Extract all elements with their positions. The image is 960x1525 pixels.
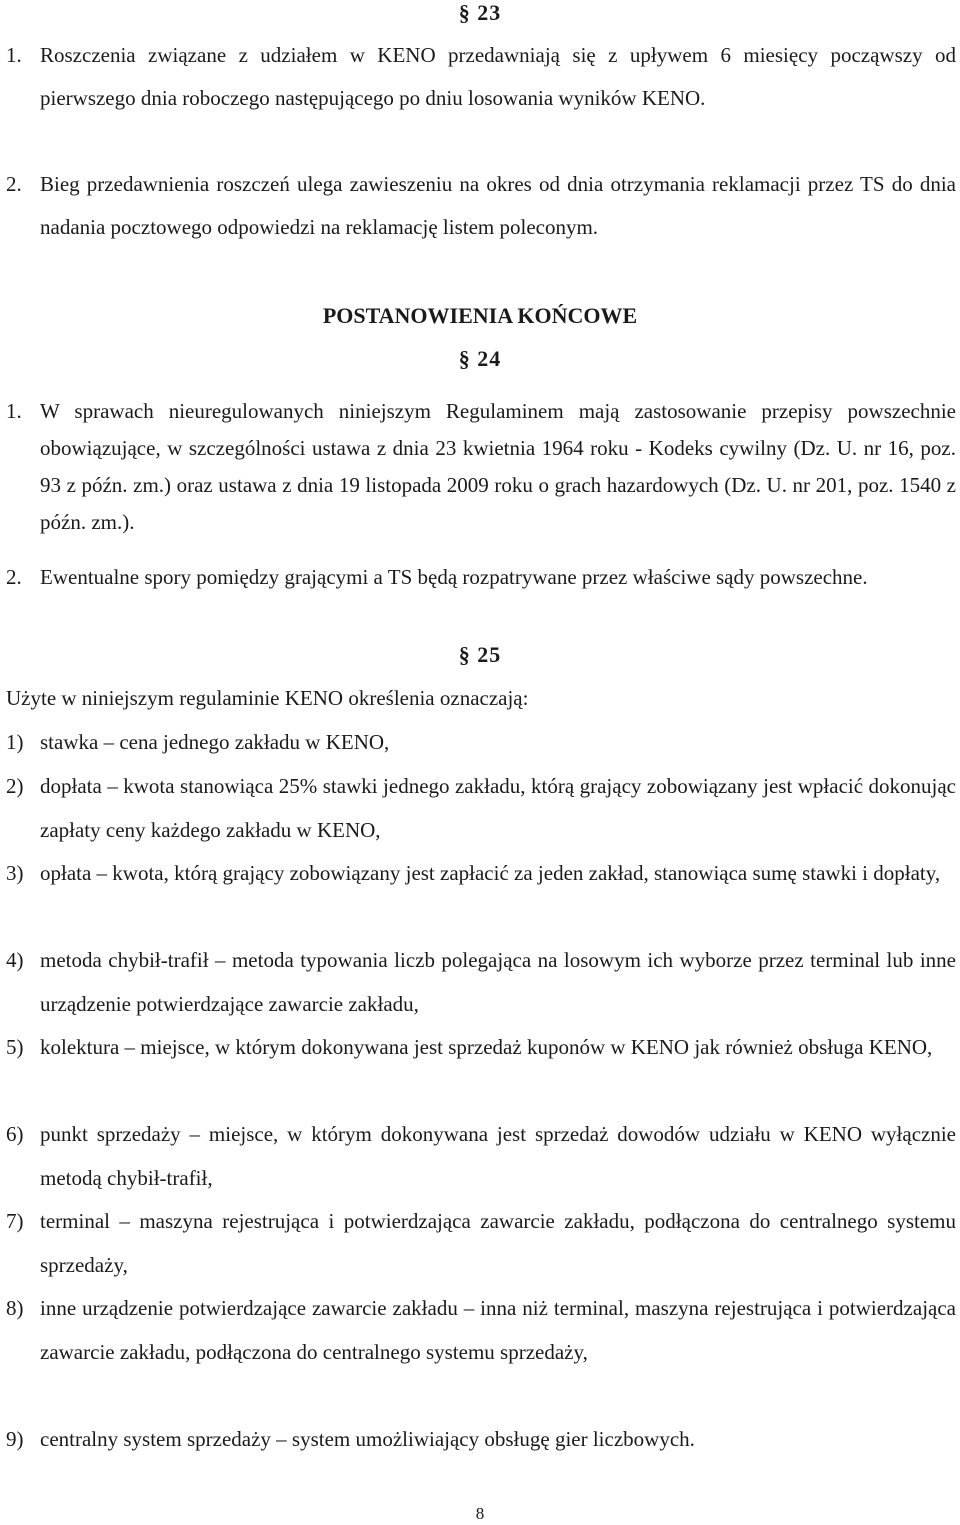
item-number: 7)	[6, 1209, 24, 1233]
item-text: W sprawach nieuregulowanych niniejszym Regulaminem mają zastosowanie przepisy powszechnie obowiązujące, w szczególności ustawa z dnia 23 kwietnia 1964 roku - Kodeks cywilny (Dz. U. nr 16, poz. 93 z późn. zm.) oraz ustawa z dnia 19 listopada 2009 roku o grach hazardowych (Dz. U. nr 201, poz. 1540 z późn. zm.).	[40, 399, 956, 534]
item-text: metoda chybił-trafił – metoda typowania liczb polegająca na losowym ich wyborze przez terminal lub inne urządzenie potwierdzające zawarcie zakładu,	[40, 948, 956, 1016]
definition-item-4	[6, 938, 956, 1026]
definition-item-1	[6, 721, 956, 764]
item-number: 5)	[6, 1035, 24, 1059]
item-number: 3)	[6, 861, 24, 885]
definition-item-3	[6, 851, 956, 895]
item-text: dopłata – kwota stanowiąca 25% stawki jednego zakładu, którą grający zobowiązany jest wpłacić dokonując zapłaty ceny każdego zakładu w KENO,	[40, 774, 956, 842]
definition-item-2	[6, 764, 956, 852]
item-number: 2.	[6, 565, 22, 589]
item-number: 2.	[6, 172, 22, 196]
item-text: inne urządzenie potwierdzające zawarcie zakładu – inna niż terminal, maszyna rejestrująca i potwierdzająca zawarcie zakładu, podłączona do centralnego systemu sprzedaży,	[40, 1296, 956, 1364]
item-text: opłata – kwota, którą grający zobowiązany jest zapłacić za jeden zakład, stanowiąca sumę stawki i dopłaty,	[40, 861, 941, 885]
page-number: 8	[475, 1504, 485, 1523]
item-number: 1)	[6, 730, 24, 754]
item-number: 6)	[6, 1122, 24, 1146]
section-23-mark: § 23	[458, 0, 502, 25]
item-number: 1.	[6, 43, 22, 67]
section-25-intro: Użyte w niniejszym regulaminie KENO określenia oznaczają:	[6, 686, 529, 710]
item-text: Ewentualne spory pomiędzy grającymi a TS będą rozpatrywane przez właściwe sądy powszechne.	[40, 565, 868, 589]
item-number: 9)	[6, 1427, 24, 1451]
definition-item-5	[6, 1025, 956, 1069]
item-text: punkt sprzedaży – miejsce, w którym dokonywana jest sprzedaż dowodów udziału w KENO wyłącznie metodą chybił-trafił,	[40, 1122, 956, 1190]
section-24-mark: § 24	[458, 346, 502, 371]
final-provisions-heading: POSTANOWIENIA KOŃCOWE	[322, 303, 638, 328]
definition-item-9	[6, 1417, 956, 1461]
item-number: 1.	[6, 399, 22, 423]
item-text: Bieg przedawnienia roszczeń ulega zawieszeniu na okres od dnia otrzymania reklamacji przez TS do dnia nadania pocztowego odpowiedzi na reklamację listem poleconym.	[40, 172, 956, 239]
item-text: kolektura – miejsce, w którym dokonywana jest sprzedaż kuponów w KENO jak również obsługa KENO,	[40, 1035, 933, 1059]
item-text: centralny system sprzedaży – system umożliwiający obsługę gier liczbowych.	[40, 1427, 695, 1451]
section-25-mark: § 25	[458, 642, 502, 667]
definition-item-6	[6, 1112, 956, 1200]
item-text: Roszczenia związane z udziałem w KENO przedawniają się z upływem 6 miesięcy począwszy od pierwszego dnia roboczego następującego po dniu losowania wyników KENO.	[40, 43, 956, 110]
section-24-item-2	[6, 559, 956, 596]
item-number: 8)	[6, 1296, 24, 1320]
section-23-item-1	[6, 34, 956, 120]
definition-item-7	[6, 1199, 956, 1287]
item-text: terminal – maszyna rejestrująca i potwierdzająca zawarcie zakładu, podłączona do centralnego systemu sprzedaży,	[40, 1209, 956, 1277]
item-text: stawka – cena jednego zakładu w KENO,	[40, 730, 390, 754]
section-23-item-2	[6, 163, 956, 249]
item-number: 2)	[6, 774, 24, 798]
item-number: 4)	[6, 948, 24, 972]
definition-item-8	[6, 1286, 956, 1374]
section-24-item-1	[6, 393, 956, 541]
